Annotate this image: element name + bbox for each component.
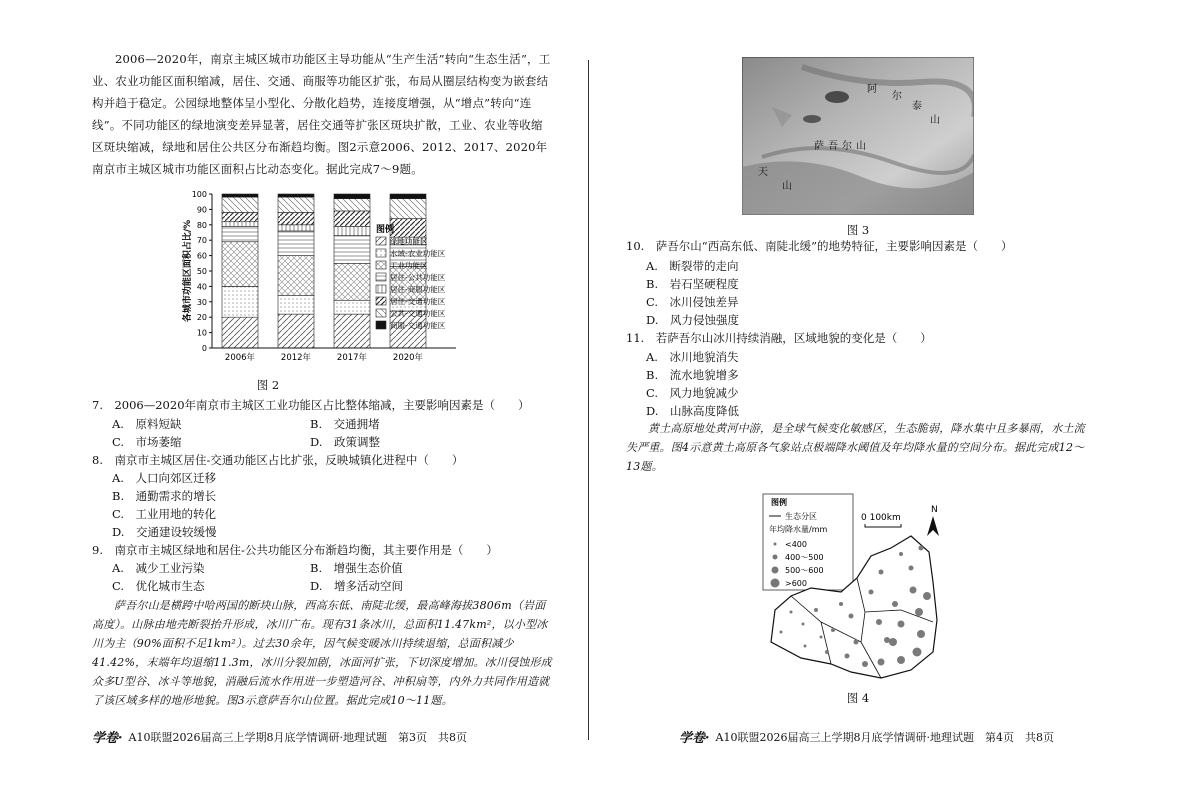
map-label-e: 萨 [814, 141, 824, 152]
y-tick-label: 100 [191, 190, 207, 199]
legend-swatch [376, 309, 386, 317]
legend-entry: 公共-交通功能区 [390, 309, 446, 318]
station-dot [917, 630, 925, 638]
saur-passage: 萨吾尔山是横跨中哈两国的断块山脉，西高东低、南陡北缓，最高峰海拔3806m（岩面高度）。山脉由地壳断裂抬升形成，冰川广布。现有31条冰川，总面积11.47km²，以小型冰川为主（90%面积不足1km²）。过去30余年，因气候变暖冰川持续退缩，总面积减少41.42%，末端年均退缩11.3m，冰川分裂加剧，冰面河扩张，下切深度增加。冰川侵蚀形成众多U型谷、冰斗等地貌，消融后流水作用进一步塑造河谷、冲积扇等，内外力共同作用造就了该区域多样的地形地貌。图3示意萨吾尔山位置。据此完成10～11题。 [92, 599, 552, 707]
x-tick-label: 2017年 [336, 353, 368, 363]
map-label-h: 山 [856, 141, 866, 152]
q11-option-b: B. 流水地貌增多 [646, 368, 739, 382]
q7-option-c: C. 市场萎缩 [112, 435, 182, 449]
y-tick-label: 0 [201, 344, 207, 353]
intro-passage: 2006—2020年，南京主城区城市功能区主导功能从“生产生活”转向“生态生活”，工业、农业功能区面积缩减，居住、交通、商服等功能区扩张，布局从圈层结构变为嵌套结构并趋于稳定。公园绿地整体呈小型化、分散化趋势，连接度增强，从“增点”转向“连线”。不同功能区的绿地演变差异显著，居住交通等扩张区斑块扩散，工业、农业等收缩区斑块缩减，绿地和居住公共区分布渐趋均衡。图2示意2006、2012、2017、2020年南京市主城区城市功能区面积占比动态变化。据此完成7～9题。 [92, 52, 551, 176]
page-4 [589, 0, 1178, 800]
y-tick-label: 20 [196, 313, 207, 323]
fig4-legend-line: 生态分区 [785, 512, 817, 521]
station-dot [854, 640, 859, 645]
y-tick-label: 30 [196, 297, 207, 307]
bar-segment [222, 286, 258, 317]
bar-segment [222, 212, 258, 221]
legend-swatch [376, 297, 386, 305]
figure-4-caption: 图 4 [846, 691, 870, 705]
question-8: 8. 南京市主城区居住-交通功能区占比扩张，反映城镇化进程中（ ） [92, 453, 464, 467]
legend-entry: 水域-农业功能区 [390, 249, 446, 258]
q10-option-d: D. 风力侵蚀强度 [646, 313, 739, 327]
fig4-legend-title: 图例 [771, 498, 787, 507]
bar-segment [278, 256, 314, 296]
station-dot [825, 650, 829, 654]
bar-segment [334, 314, 370, 348]
q9-option-d: D. 增多活动空间 [310, 579, 403, 593]
y-tick-label: 60 [196, 251, 207, 261]
bar-segment [334, 211, 370, 226]
station-dot [790, 611, 793, 614]
figure-4-map [761, 492, 961, 688]
station-dot [814, 608, 818, 612]
station-dot [845, 654, 850, 659]
station-dot [892, 601, 898, 607]
station-dot [878, 659, 885, 666]
bar-segment [278, 231, 314, 256]
q10-option-a: A. 断裂带的走向 [646, 259, 739, 273]
y-tick-label: 90 [196, 205, 207, 215]
bar-segment [390, 219, 426, 237]
bar-segment [222, 222, 258, 227]
y-tick-label: 10 [196, 328, 207, 338]
station-dot [919, 546, 924, 551]
figure-3-map [742, 57, 974, 215]
bar-segment [334, 236, 370, 264]
fig4-legend-2: 400～500 [785, 553, 824, 562]
question-7: 7. 2006—2020年南京市主城区工业功能区占比整体缩减，主要影响因素是（ ） [92, 398, 530, 412]
station-dot [898, 621, 905, 628]
legend-entry: 居住-公共功能区 [390, 273, 446, 282]
y-axis-label: 各城市功能区面积占比/% [183, 219, 193, 323]
station-dot [909, 566, 914, 571]
footer-right [679, 727, 1054, 746]
bar-segment [222, 197, 258, 212]
legend-swatch [376, 249, 386, 257]
q8-option-a: A. 人口向郊区迁移 [112, 471, 216, 485]
question-10: 10. 萨吾尔山“西高东低、南陡北缓”的地势特征，主要影响因素是（ ） [626, 239, 1013, 253]
question-11: 11. 若萨吾尔山冰川持续消融，区域地貌的变化是（ ） [626, 331, 932, 345]
q11-option-a: A. 冰川地貌消失 [646, 350, 739, 364]
bar-segment [278, 194, 314, 197]
bar-segment [222, 242, 258, 287]
bar-segment [334, 194, 370, 199]
bar-segment [334, 263, 370, 300]
q10-option-c: C. 冰川侵蚀差异 [646, 295, 739, 309]
legend-title: 图例 [376, 225, 395, 235]
q8-option-c: C. 工业用地的转化 [112, 507, 217, 521]
bar-segment [278, 225, 314, 231]
fig4-legend-3: 500～600 [785, 566, 824, 575]
station-dot [849, 614, 854, 619]
q11-option-d: D. 山脉高度降低 [646, 404, 739, 418]
fig4-north: N [931, 505, 938, 515]
fig4-legend-1: <400 [785, 540, 807, 549]
station-dot [862, 661, 868, 667]
station-dot [910, 587, 917, 594]
legend-swatch [376, 321, 386, 329]
legend-entry: 绿地功能区 [390, 237, 428, 246]
bar-segment [222, 226, 258, 241]
x-tick-label: 2006年 [224, 353, 256, 363]
bar-segment [278, 296, 314, 314]
map-label-f: 吾 [828, 141, 838, 152]
y-tick-label: 80 [196, 220, 207, 230]
bar-segment [390, 194, 426, 199]
q7-option-d: D. 政策调整 [310, 435, 380, 449]
bar-segment [390, 199, 426, 219]
map-label-d: 山 [930, 115, 940, 126]
q8-option-b: B. 通勤需求的增长 [112, 489, 217, 503]
station-dot [899, 552, 903, 556]
x-tick-label: 2012年 [280, 353, 312, 363]
q7-option-a: A. 原料短缺 [112, 417, 182, 431]
legend-swatch [376, 273, 386, 281]
footer-text: A10联盟2026届高三上学期8月底学情调研·地理试题 第3页 共8页 [128, 730, 467, 744]
bar-segment [278, 314, 314, 348]
station-dot [913, 648, 922, 657]
bar-segment [222, 317, 258, 348]
station-dot [869, 590, 874, 595]
map-label-c: 泰 [912, 101, 922, 112]
q10-option-b: B. 岩石坚硬程度 [646, 277, 739, 291]
station-dot [923, 592, 931, 600]
north-arrow-icon [927, 516, 939, 536]
figure-2-caption: 图 2 [256, 378, 280, 392]
bar-segment [334, 226, 370, 235]
bar-segment [278, 197, 314, 212]
map-label-a: 阿 [867, 84, 877, 95]
station-dot [802, 623, 805, 626]
station-dot [804, 645, 807, 648]
figure-2-chart [180, 186, 500, 366]
map-label-g: 尔 [842, 141, 852, 152]
legend-entry: 居住-交通功能区 [390, 297, 446, 306]
fig4-scale: 0 100km [861, 513, 901, 523]
bar-segment [334, 199, 370, 211]
question-9: 9. 南京市主城区绿地和居住-公共功能区分布渐趋均衡，其主要作用是（ ） [92, 543, 498, 557]
y-tick-label: 70 [196, 236, 207, 246]
legend-swatch [376, 237, 386, 245]
bar-segment [334, 300, 370, 314]
station-dot [897, 656, 905, 664]
station-dot [915, 608, 923, 616]
legend-swatch [376, 261, 386, 269]
q7-option-b: B. 交通拥堵 [310, 417, 380, 431]
station-dot [889, 638, 897, 646]
legend-entry: 商服-交通功能区 [390, 321, 446, 330]
q11-option-c: C. 风力地貌减少 [646, 386, 739, 400]
bar-segment [278, 212, 314, 224]
station-dot [879, 570, 884, 575]
footer-left [92, 727, 467, 746]
loess-passage: 黄土高原地处黄河中游，是全球气候变化敏感区，生态脆弱，降水集中且多暴雨，水土流失严重。图4示意黄土高原各气象站点极端降水阈值及年均降水量的空间分布。据此完成12～13题。 [626, 422, 1085, 473]
figure-3-caption: 图 3 [846, 223, 870, 237]
station-dot [780, 631, 783, 634]
y-tick-label: 40 [196, 282, 207, 292]
legend-entry: 居住-商服功能区 [390, 285, 446, 294]
map-label-i: 天 [758, 167, 768, 178]
map-label-j: 山 [782, 181, 792, 192]
q9-option-a: A. 减少工业污染 [112, 561, 205, 575]
fig4-legend-sub: 年均降水量/mm [769, 525, 828, 534]
logo: 学卷· [679, 731, 710, 746]
legend-swatch [376, 285, 386, 293]
q8-option-d: D. 交通建设较缓慢 [112, 525, 217, 539]
bar-segment [222, 194, 258, 197]
fig4-legend-4: >600 [785, 579, 807, 588]
station-dot [876, 619, 882, 625]
y-tick-label: 50 [196, 267, 207, 276]
bar-segment [390, 266, 426, 300]
x-tick-label: 2020年 [392, 353, 424, 363]
map-label-b: 尔 [892, 91, 902, 102]
q9-option-c: C. 优化城市生态 [112, 579, 205, 593]
station-dot [831, 628, 835, 632]
q9-option-b: B. 增强生态价值 [310, 561, 403, 575]
legend-entry: 工业功能区 [390, 261, 428, 270]
station-dot [820, 636, 823, 639]
station-dot [839, 602, 843, 606]
logo: 学卷· [92, 731, 123, 746]
footer-text: A10联盟2026届高三上学期8月底学情调研·地理试题 第4页 共8页 [715, 730, 1054, 744]
